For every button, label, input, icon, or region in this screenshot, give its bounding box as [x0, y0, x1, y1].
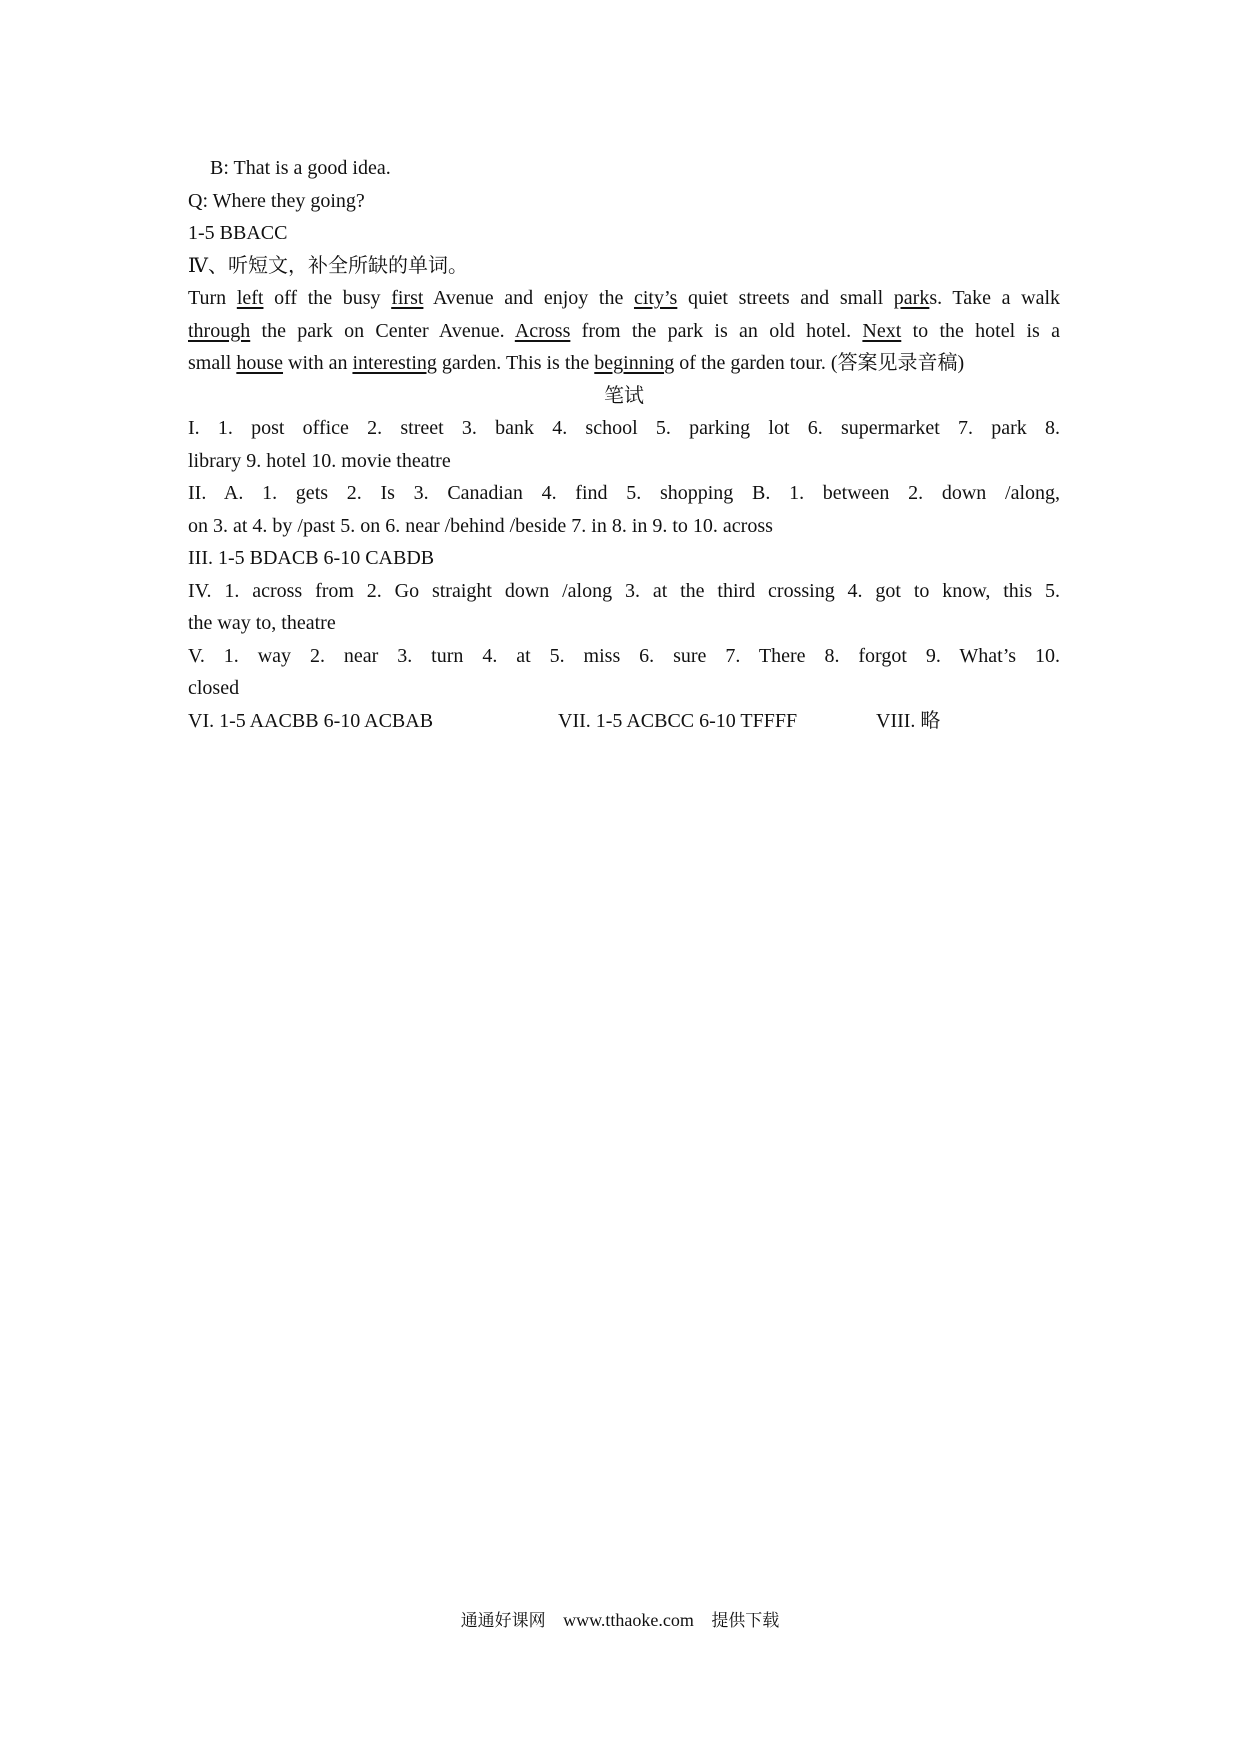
footer-site-name: 通通好课网	[460, 1611, 546, 1631]
section-4-heading: Ⅳ、听短文，补全所缺的单词。	[188, 254, 468, 277]
blank-answer: Across	[514, 319, 571, 342]
footer-url[interactable]: www.tthaoke.com	[563, 1610, 694, 1630]
blank-answer: Next	[862, 319, 902, 342]
dialog-answers: 1-5 BBACC	[188, 222, 288, 244]
written-s1-line-2: library 9. hotel 10. movie theatre	[188, 449, 451, 472]
written-s8: VIII. 略	[876, 709, 941, 732]
footer-suffix: 提供下载	[711, 1611, 780, 1631]
blank-answer: beginning	[594, 352, 675, 374]
blank-answer: left	[236, 287, 264, 309]
passage-line-1: Turn left off the busy first Avenue and enjoy the city’s quiet streets and small parks. Take a walk	[188, 287, 1061, 309]
blank-answer: through	[188, 319, 251, 342]
written-section-title: 笔试	[604, 384, 644, 407]
written-s6: VI. 1-5 AACBB 6-10 ACBAB	[188, 709, 434, 732]
written-s1-line-1: I. 1. post office 2. street 3. bank 4. school 5. parking lot 6. supermarket 7. park 8.	[188, 417, 1060, 439]
written-s2-line-2: on 3. at 4. by /past 5. on 6. near /behind /beside 7. in 8. in 9. to 10. across	[188, 514, 773, 537]
written-s5-line-1: V. 1. way 2. near 3. turn 4. at 5. miss 6. sure 7. There 8. forgot 9. What’s 10.	[188, 644, 1060, 667]
blank-answer: first	[391, 287, 424, 309]
written-s4-line-1: IV. 1. across from 2. Go straight down /along 3. at the third crossing 4. got to know, this 5.	[188, 579, 1060, 602]
dialog-question: Q: Where they going?	[188, 189, 365, 212]
blank-answer: house	[236, 352, 284, 374]
dialog-b-line: B: That is a good idea.	[210, 157, 391, 179]
written-s3: III. 1-5 BDACB 6-10 CABDB	[188, 547, 435, 569]
page-footer	[0, 1606, 1240, 1631]
written-s4-line-2: the way to, theatre	[188, 612, 336, 634]
written-s5-line-2: closed	[188, 677, 240, 699]
blank-answer: city’s	[633, 287, 678, 309]
written-s2-line-1: II. A. 1. gets 2. Is 3. Canadian 4. find 5. shopping B. 1. between 2. down /along,	[188, 482, 1060, 504]
passage-line-3: small house with an interesting garden. This is the beginning of the garden tour. (答案见录音稿)	[188, 352, 965, 374]
blank-answer: park	[893, 287, 930, 309]
blank-answer: interesting	[352, 352, 437, 374]
written-s6-s8	[188, 705, 1060, 738]
written-s7: VII. 1-5 ACBCC 6-10 TFFFF	[558, 709, 798, 732]
passage-line-2: through the park on Center Avenue. Across from the park is an old hotel. Next to the hotel is a	[188, 319, 1060, 342]
document-body	[188, 152, 1060, 737]
